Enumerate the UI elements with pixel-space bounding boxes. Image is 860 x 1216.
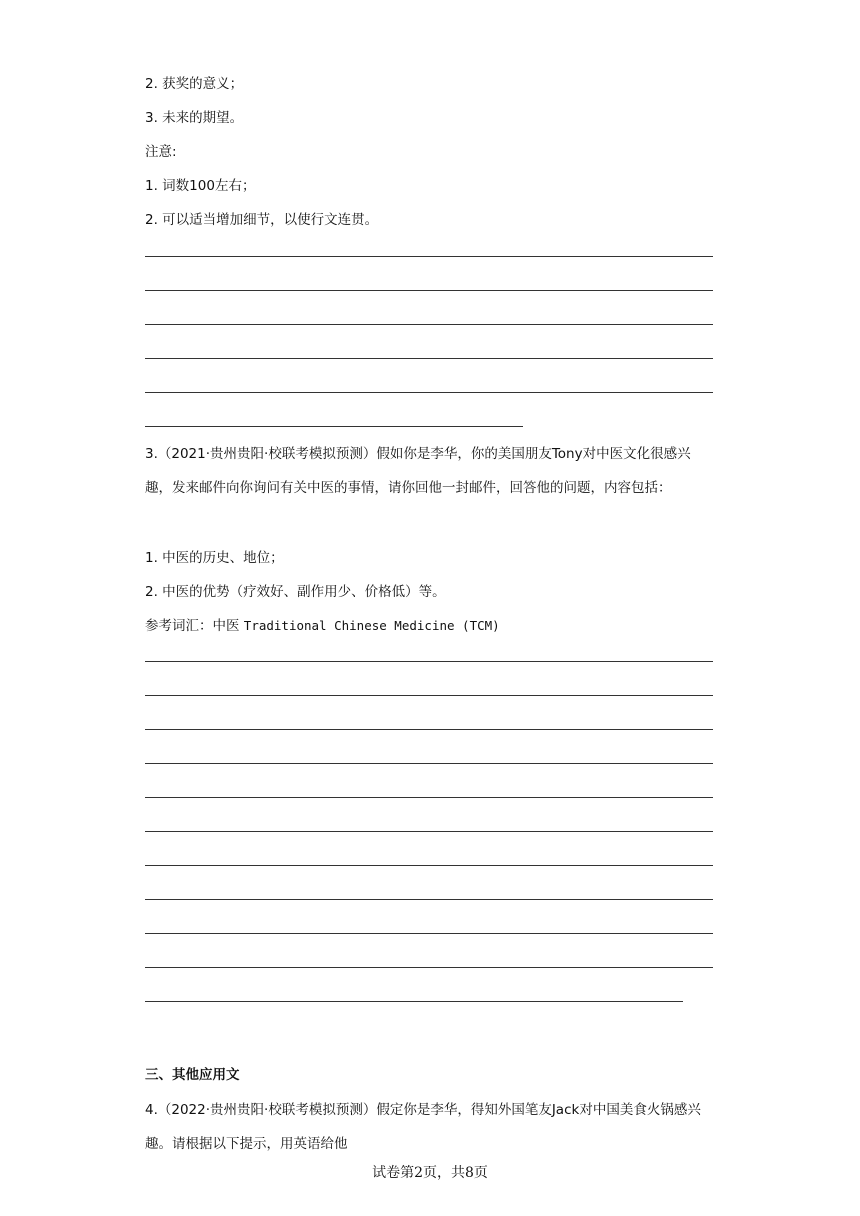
answer-line [145,967,713,968]
q3-item-2: 2. 中医的优势（疗效好、副作用少、价格低）等。 [145,584,446,600]
page-footer: 试卷第2页，共8页 [372,1165,488,1181]
answer-line [145,324,713,325]
vocab-label: 参考词汇：中医 [145,618,240,634]
answer-line [145,695,713,696]
question-3-text: 3.（2021·贵州贵阳·校联考模拟预测）假如你是李华，你的美国朋友Tony对中医文化很感兴趣，发来邮件向你询问有关中医的事情，请你回他一封邮件，回答他的问题，内容包括： [145,446,691,496]
answer-line [145,426,523,427]
answer-line [145,899,713,900]
note-2: 2. 可以适当增加细节，以使行文连贯。 [145,212,379,228]
answer-line [145,831,713,832]
answer-line [145,797,713,798]
item-2: 2. 获奖的意义； [145,76,244,92]
section-heading: 三、其他应用文 [145,1067,240,1083]
note-label: 注意: [145,144,177,160]
q3-item-1: 1. 中医的历史、地位； [145,550,284,566]
note-1: 1. 词数100左右； [145,178,256,194]
vocab-term: Traditional Chinese Medicine (TCM) [243,618,500,633]
question-4-text: 4.（2022·贵州贵阳·校联考模拟预测）假定你是李华，得知外国笔友Jack对中国美食火锅感兴趣。请根据以下提示，用英语给他 [145,1102,701,1152]
reference-vocabulary [145,618,500,634]
answer-line [145,865,713,866]
answer-line [145,290,713,291]
answer-line [145,256,713,257]
answer-line [145,392,713,393]
answer-line [145,661,713,662]
item-3: 3. 未来的期望。 [145,110,244,126]
answer-line [145,763,713,764]
answer-line [145,358,713,359]
answer-line [145,933,713,934]
answer-line [145,1001,683,1002]
answer-line [145,729,713,730]
